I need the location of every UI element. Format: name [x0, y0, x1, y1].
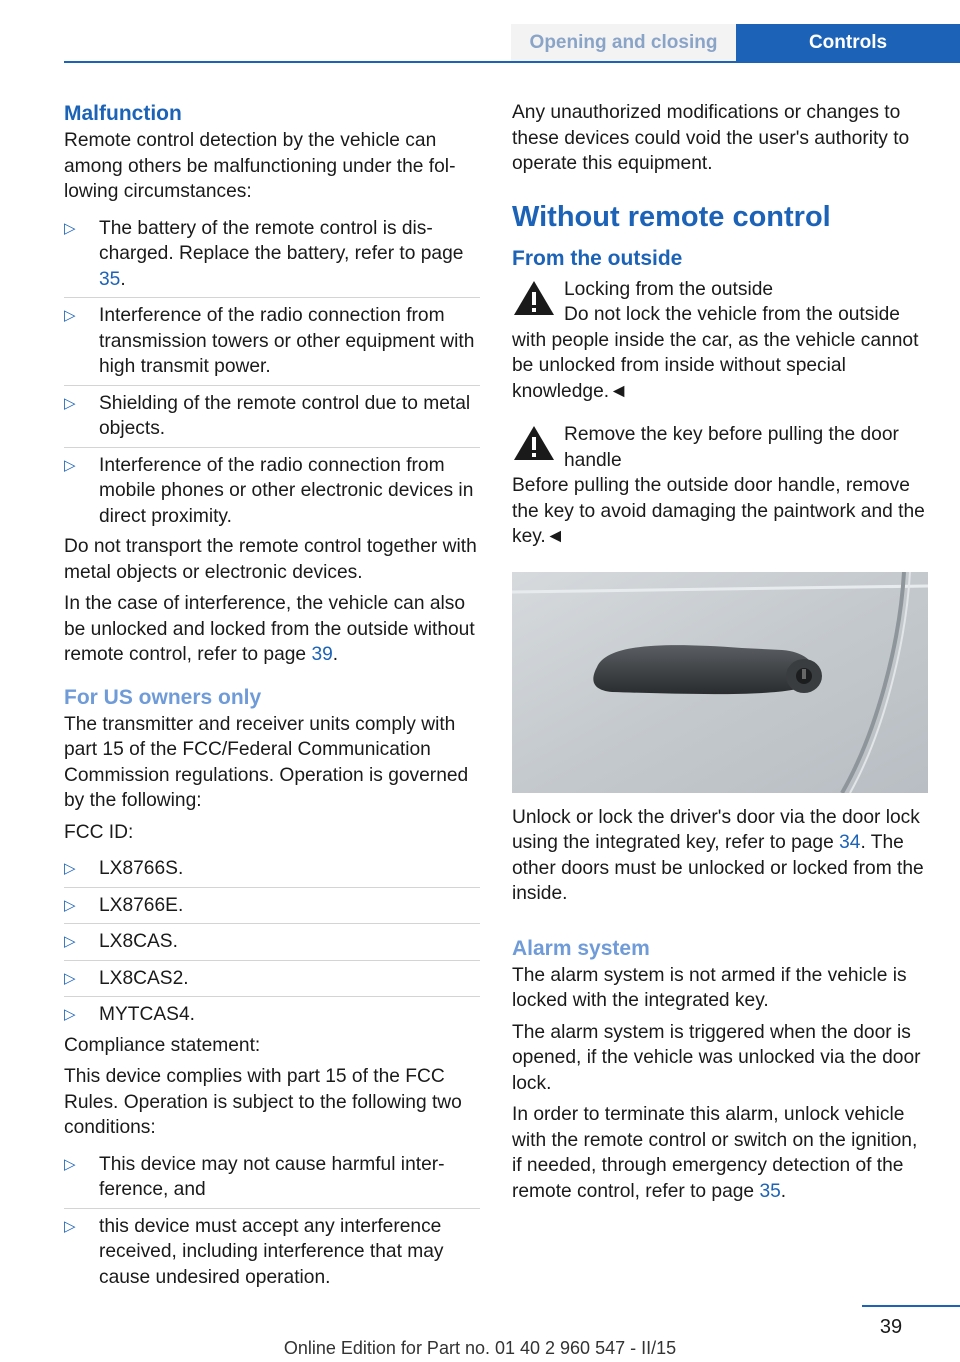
list-item: ▷ MYTCAS4.	[64, 996, 480, 1033]
page-link[interactable]: 35	[99, 268, 121, 290]
alarm-text-2: The alarm system is triggered when the door is opened, if the vehicle was unlocked via the door lock.	[512, 1021, 921, 1094]
triangle-bullet-icon: ▷	[64, 394, 76, 412]
modifications-text: Any unauthorized modifications or changes to these devices could void the user's authority to operate this equipment.	[512, 102, 910, 174]
from-outside-heading: From the outside	[512, 246, 683, 270]
unlock-text: Unlock or lock the driver's door via the door lock using the integrated key, refer to page 34. The other doors must be unlocked or locked from the inside.	[512, 806, 924, 904]
page-number: 39	[879, 1316, 903, 1338]
alarm-text-1: The alarm system is not armed if the vehicle is locked with the integrated key.	[512, 964, 907, 1011]
list-item: ▷ This device may not cause harmful interference, and	[64, 1153, 445, 1200]
edition-note: Online Edition for Part no. 01 40 2 960 547 - II/15	[283, 1338, 677, 1358]
triangle-bullet-icon: ▷	[64, 1217, 76, 1235]
warning-key	[512, 422, 928, 473]
warning-key-title: Remove the key before pulling the door handle	[564, 424, 899, 471]
triangle-bullet-icon: ▷	[64, 860, 76, 877]
page-link[interactable]: 39	[311, 644, 333, 665]
triangle-bullet-icon: ▷	[64, 1155, 76, 1173]
fcc-id-list	[64, 851, 480, 1033]
list-item: ▷ LX8766S.	[64, 851, 480, 887]
list-item: ▷ Interference of the radio connection from transmission towers or other equipment with high transmit power.	[64, 297, 480, 385]
page-link[interactable]: 35	[759, 1180, 781, 1202]
header-divider	[64, 61, 960, 63]
alarm-text-3: In order to terminate this alarm, unlock vehicle with the remote control or switch on the ignition, if needed, through emergency detection of the remote control, refer to page 35.	[512, 1104, 918, 1202]
left-column	[64, 100, 480, 1295]
triangle-bullet-icon: ▷	[64, 969, 76, 987]
us-owners-heading: For US owners only	[64, 685, 262, 709]
warning-triangle-icon	[512, 424, 556, 462]
warning-locking-text: Do not lock the vehicle from the outside with people inside the car, as the vehicle cannot be unlocked from inside without special knowledge.◄	[512, 304, 919, 402]
header-chapter-tab: Controls	[736, 24, 960, 62]
door-handle-photo	[512, 572, 928, 793]
list-item: ▷ Interference of the radio connection from mobile phones or other electronic devices in direct proximity.	[64, 447, 480, 535]
warning-triangle-icon	[512, 279, 556, 317]
conditions-list	[64, 1147, 480, 1296]
warning-key-text: Before pulling the outside door handle, remove the key to avoid damaging the paintwork and the key.◄	[512, 475, 925, 547]
triangle-bullet-icon: ▷	[64, 456, 76, 474]
triangle-bullet-icon: ▷	[64, 896, 76, 914]
malfunction-intro: Remote control detection by the vehicle can among others be malfunctioning under the following circumstances:	[64, 130, 456, 202]
footer-divider	[862, 1305, 960, 1307]
right-column	[512, 100, 928, 1210]
without-remote-heading: Without remote control	[512, 200, 831, 233]
triangle-bullet-icon: ▷	[64, 307, 76, 324]
interference-note: In the case of interference, the vehicle can also be unlocked and locked from the outside without remote control, refer to page 39.	[64, 593, 475, 665]
alarm-heading: Alarm system	[512, 936, 650, 960]
transport-note: Do not transport the remote control together with metal objects or electronic devices.	[64, 536, 477, 583]
list-item: ▷ LX8766E.	[64, 887, 480, 924]
list-item: ▷ LX8CAS.	[64, 923, 480, 960]
list-item: ▷ this device must accept any interference received, including interference that may cause undesired operation.	[64, 1208, 480, 1296]
warning-locking-title: Locking from the outside	[564, 278, 774, 300]
triangle-bullet-icon: ▷	[64, 1006, 76, 1023]
malfunction-heading: Malfunction	[64, 102, 182, 125]
header-section-tab: Opening and closing	[511, 24, 736, 62]
triangle-bullet-icon: ▷	[64, 933, 76, 950]
triangle-bullet-icon: ▷	[64, 219, 76, 237]
compliance-label: Compliance statement:	[64, 1034, 261, 1056]
compliance-text: This device complies with part 15 of the FCC Rules. Operation is subject to the following two conditions:	[64, 1066, 462, 1138]
us-owners-text: The transmitter and receiver units comply with part 15 of the FCC/Federal Communication Commission regulations. Operation is governed by the following:	[64, 713, 469, 811]
page-link[interactable]: 34	[839, 832, 861, 853]
fcc-label: FCC ID:	[64, 821, 134, 843]
list-item: ▷ The battery of the remote control is discharged. Replace the battery, refer to page 35.	[64, 217, 464, 290]
malfunction-list	[64, 211, 480, 535]
warning-locking	[512, 277, 928, 303]
list-item: ▷ Shielding of the remote control due to metal objects.	[64, 385, 480, 447]
list-item: ▷ LX8CAS2.	[64, 960, 480, 997]
